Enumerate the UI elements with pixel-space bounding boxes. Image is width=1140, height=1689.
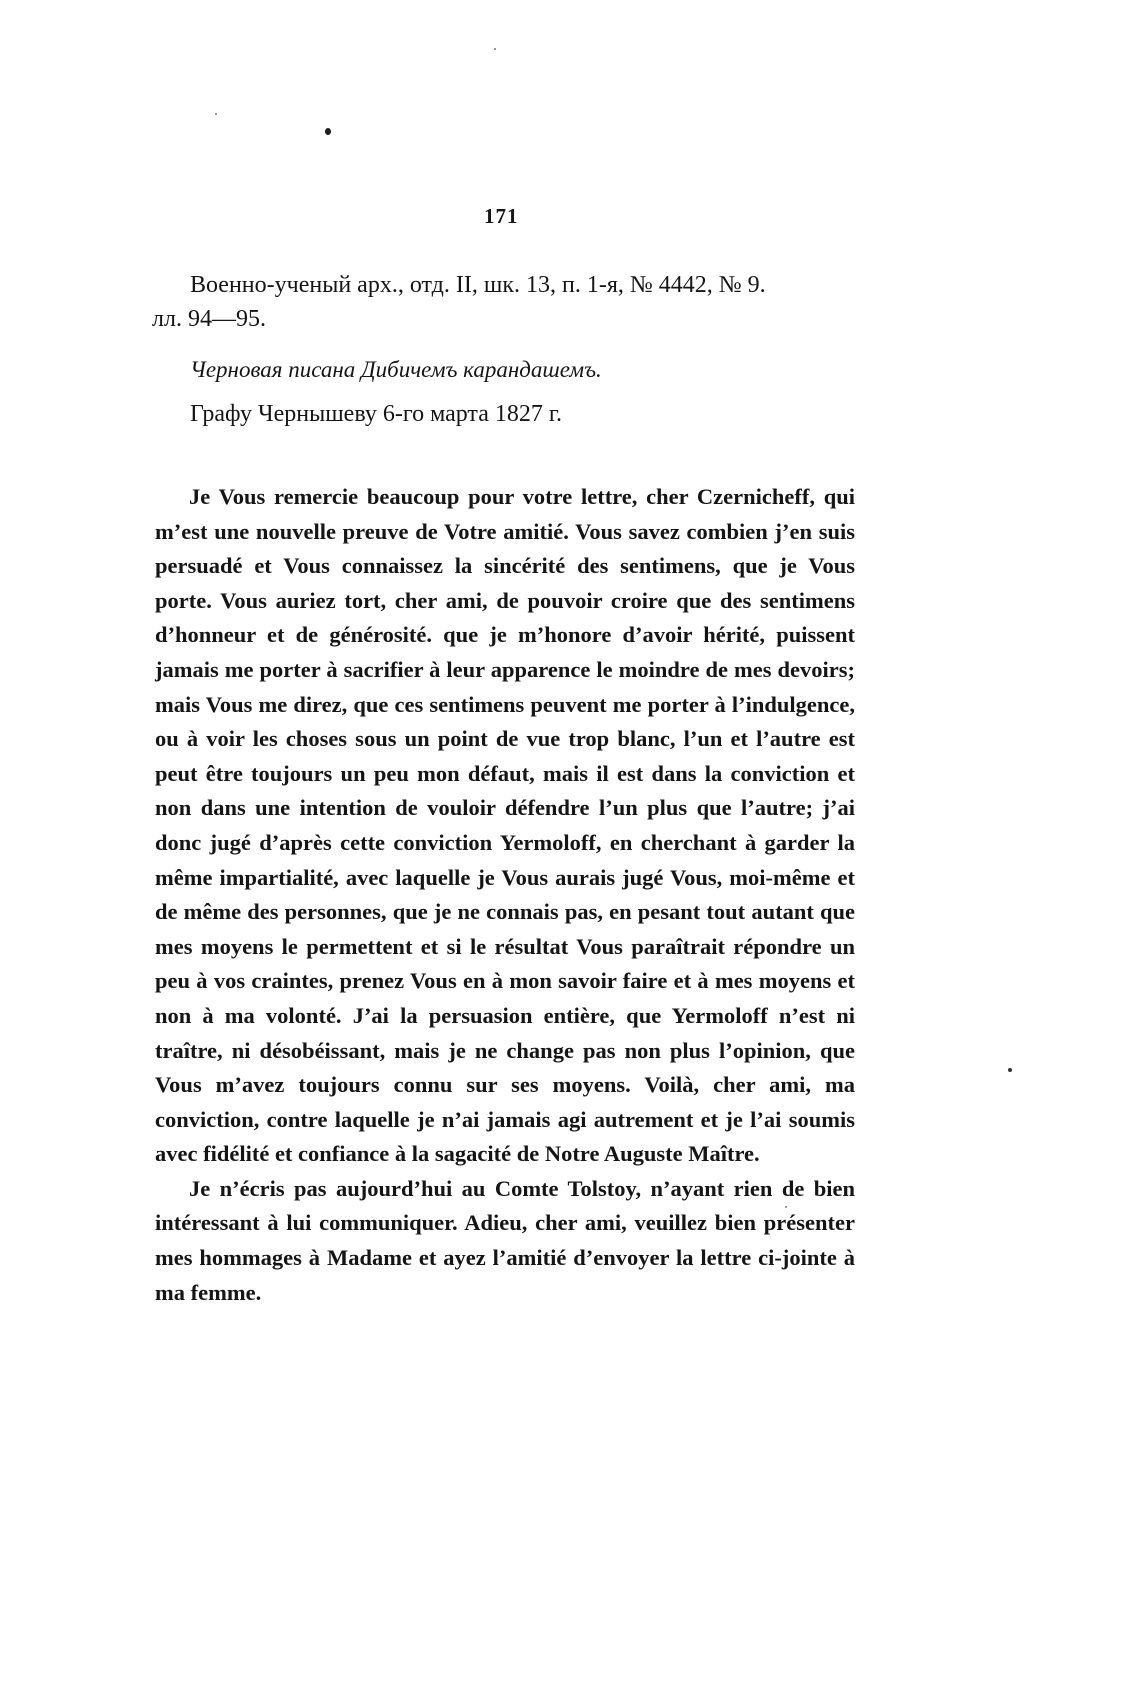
letter-paragraph: Je n’écris pas aujourd’hui au Comte Tolstoy, n’ayant rien de bien intéressant à lui communiquer. Adieu, cher ami, veuillez bien présenter mes hommages à Madame et ayez l’amitié d’envoyer la lettre ci-jointe à ma femme.	[155, 1175, 855, 1305]
paper-speck	[215, 113, 217, 115]
draft-note: Черновая писана Дибичемъ карандашемъ.	[190, 357, 602, 382]
ink-dot	[325, 128, 331, 135]
letter-body	[155, 480, 855, 1310]
archive-reference: Военно-ученый арх., отд. II, шк. 13, п. 1-я, № 4442, № 9.	[190, 272, 766, 298]
archive-leaves: лл. 94—95.	[152, 306, 266, 332]
paper-speck	[494, 48, 496, 50]
letter-addressee: Графу Чернышеву 6-го марта 1827 г.	[190, 401, 562, 427]
paper-speck	[1008, 1068, 1012, 1072]
page-number: 171	[484, 204, 519, 228]
letter-paragraph: Je Vous remercie beaucoup pour votre lettre, cher Czernicheff, qui m’est une nouvelle preuve de Votre amitié. Vous savez combien j’en suis persuadé et Vous connaissez la sincérité des sentimens, que je Vous porte. Vous auriez tort, cher ami, de pouvoir croire que des sentimens d’honneur et de générosité. que je m’honore d’avoir hérité, puissent jamais me porter à sacrifier à leur apparence le moindre de mes devoirs; mais Vous me direz, que ces sentimens peuvent me porter à l’indulgence, ou à voir les choses sous un point de vue trop blanc, l’un et l’autre est peut être toujours un peu mon défaut, mais il est dans la conviction et non dans une intention de vouloir défendre l’un plus que l’autre; j’ai donc jugé d’après cette conviction Yermoloff, en cherchant à garder la même impartialité, avec laquelle je Vous aurais jugé Vous, moi-même et de même des personnes, que je ne connais pas, en pesant tout autant que mes moyens le permettent et si le résultat Vous paraîtrait répondre un peu à vos craintes, prenez Vous en à mon savoir faire et à mes moyens et non à ma volonté. J’ai la persuasion entière, que Yermoloff n’est ni traître, ni désobéissant, mais je ne change pas non plus l’opinion, que Vous m’avez toujours connu sur ses moyens. Voilà, cher ami, ma conviction, contre laquelle je n’ai jamais agi autrement et je l’ai soumis avec fidélité et confiance à la sagacité de Notre Auguste Maître.	[155, 484, 855, 1167]
